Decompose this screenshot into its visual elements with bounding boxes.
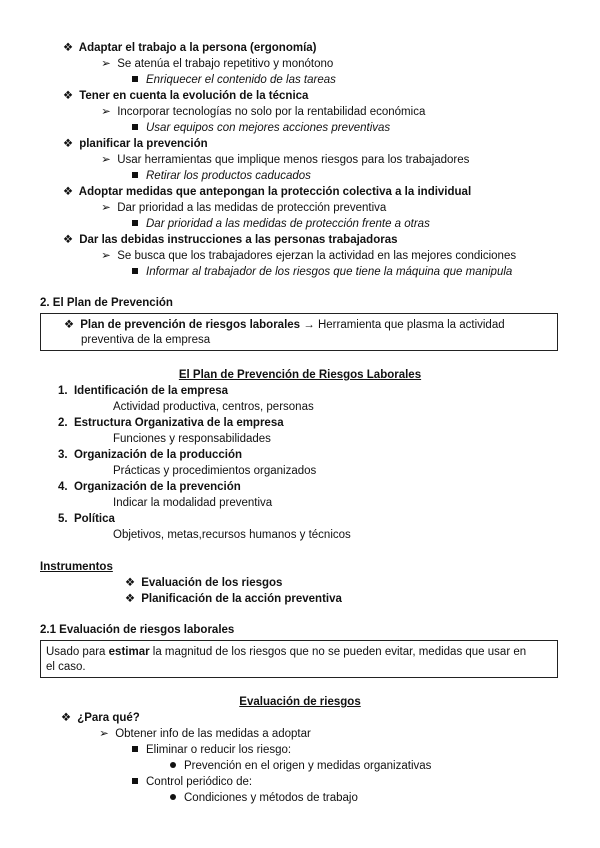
evaluacion-sub: ➢ Obtener info de las medidas a adoptar: [96, 726, 311, 742]
section-2-1-heading: 2.1 Evaluación de riesgos laborales: [40, 624, 235, 636]
plan-definition-box: [40, 313, 558, 351]
evaluacion-level3-a: Eliminar o reducir los riesgo:: [132, 742, 291, 758]
arrow-icon: ➢: [101, 154, 111, 166]
arrow-icon: ➢: [101, 106, 111, 118]
diamond-icon: ❖: [63, 319, 75, 331]
plan-definition-line-2: preventiva de la empresa: [81, 334, 211, 346]
list-item-2-subsub: Usar equipos con mejores acciones preventivas: [132, 120, 390, 136]
plan-item-2-desc: Funciones y responsabilidades: [113, 433, 271, 445]
arrow-icon: ➢: [101, 58, 111, 70]
list-item-3-sub: ➢ Usar herramientas que implique menos riesgos para los trabajadores: [98, 152, 469, 168]
evaluacion-title: Evaluación de riesgos: [239, 696, 361, 708]
evaluacion-level3-b: Control periódico de:: [132, 774, 252, 790]
list-item-4-sub: ➢ Dar prioridad a las medidas de protección preventiva: [98, 200, 386, 216]
list-item-3-subsub: Retirar los productos caducados: [132, 168, 311, 184]
evaluacion-level4-a: Prevención en el origen y medidas organizativas: [170, 758, 431, 774]
arrow-icon: ➢: [101, 202, 111, 214]
instrumentos-heading: Instrumentos: [40, 561, 113, 573]
square-bullet-icon: [132, 76, 138, 82]
section-2-heading: 2. El Plan de Prevención: [40, 297, 173, 309]
plan-item-5-desc: Objetivos, metas,recursos humanos y técnicos: [113, 529, 351, 541]
list-item-1-subsub: Enriquecer el contenido de las tareas: [132, 72, 336, 88]
arrow-icon: ➢: [101, 250, 111, 262]
list-item-5-subsub: Informar al trabajador de los riesgos que tiene la máquina que manipula: [132, 264, 512, 280]
plan-item-4: 4. Organización de la prevención: [58, 481, 241, 493]
right-arrow-icon: →: [303, 319, 315, 331]
diamond-icon: ❖: [124, 593, 136, 605]
instrumento-2: ❖ Planificación de la acción preventiva: [122, 591, 342, 607]
list-item-1-sub: ➢ Se atenúa el trabajo repetitivo y monótono: [98, 56, 333, 72]
evaluacion-question: ❖ ¿Para qué?: [58, 710, 140, 726]
plan-definition-term: Plan de prevención de riesgos laborales: [80, 319, 301, 331]
list-item-1-title: ❖ Adaptar el trabajo a la persona (ergonomía): [60, 40, 317, 56]
list-item-5-title: ❖ Dar las debidas instrucciones a las personas trabajadoras: [60, 232, 398, 248]
square-bullet-icon: [132, 124, 138, 130]
circle-bullet-icon: [170, 762, 176, 768]
diamond-icon: ❖: [62, 138, 74, 150]
list-item-3-title: ❖ planificar la prevención: [60, 136, 208, 152]
diamond-icon: ❖: [60, 712, 72, 724]
list-item-5-sub: ➢ Se busca que los trabajadores ejerzan la actividad en las mejores condiciones: [98, 248, 516, 264]
plan-definition-text: Herramienta que plasma la actividad: [317, 319, 505, 331]
plan-title: El Plan de Prevención de Riesgos Laborales: [178, 369, 422, 381]
diamond-icon: ❖: [62, 234, 74, 246]
plan-item-5: 5. Política: [58, 513, 115, 525]
evaluacion-definition-line-2: el caso.: [46, 661, 86, 673]
diamond-icon: ❖: [124, 577, 136, 589]
square-bullet-icon: [132, 220, 138, 226]
square-bullet-icon: [132, 268, 138, 274]
evaluacion-level4-b: Condiciones y métodos de trabajo: [170, 790, 358, 806]
instrumento-1: ❖ Evaluación de los riesgos: [122, 575, 282, 591]
square-bullet-icon: [132, 746, 138, 752]
circle-bullet-icon: [170, 794, 176, 800]
plan-item-3: 3. Organización de la producción: [58, 449, 243, 461]
plan-item-4-desc: Indicar la modalidad preventiva: [113, 497, 273, 509]
plan-item-3-desc: Prácticas y procedimientos organizados: [113, 465, 317, 477]
diamond-icon: ❖: [62, 90, 74, 102]
list-item-4-title: ❖ Adoptar medidas que antepongan la protección colectiva a la individual: [60, 184, 471, 200]
list-item-4-subsub: Dar prioridad a las medidas de protección frente a otras: [132, 216, 430, 232]
list-item-2-title: ❖ Tener en cuenta la evolución de la técnica: [60, 88, 308, 104]
plan-item-1: 1. Identificación de la empresa: [58, 385, 229, 397]
plan-definition-line-1: [61, 317, 505, 333]
list-item-2-sub: ➢ Incorporar tecnologías no solo por la rentabilidad económica: [98, 104, 425, 120]
square-bullet-icon: [132, 172, 138, 178]
plan-item-2: 2. Estructura Organizativa de la empresa: [58, 417, 284, 429]
evaluacion-definition-line-1: Usado para estimar la magnitud de los riesgos que no se pueden evitar, medidas que usar en: [46, 646, 527, 658]
arrow-icon: ➢: [99, 728, 109, 740]
square-bullet-icon: [132, 778, 138, 784]
plan-item-1-desc: Actividad productiva, centros, personas: [113, 401, 314, 413]
diamond-icon: ❖: [62, 186, 74, 198]
diamond-icon: ❖: [62, 42, 74, 54]
evaluacion-definition-box: [40, 640, 558, 678]
